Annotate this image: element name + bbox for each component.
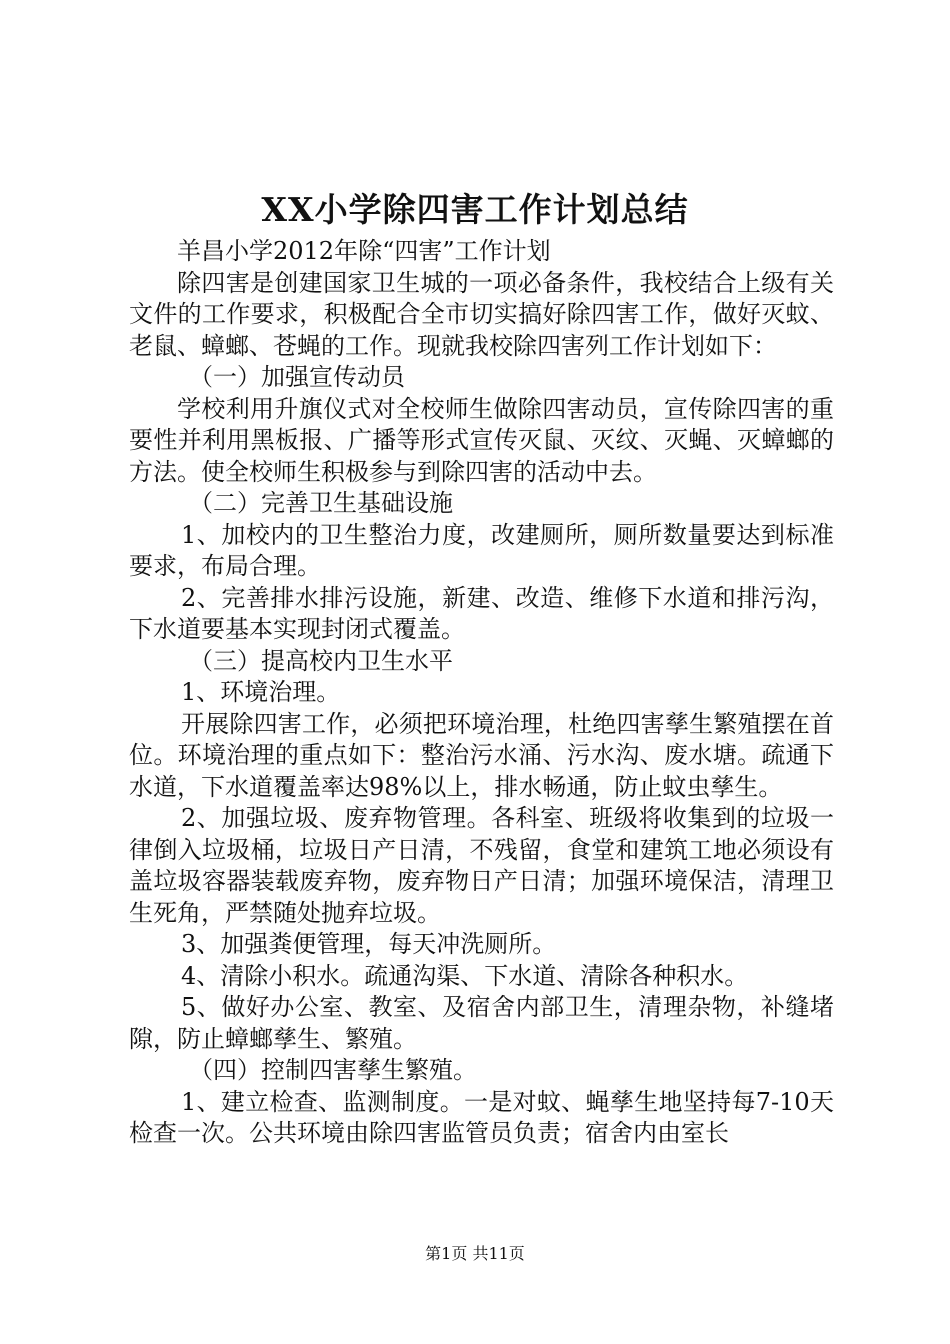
paragraph-subtitle: 羊昌小学2012年除“四害”工作计划 xyxy=(177,237,551,265)
document-title: XX小学除四害工作计划总结 xyxy=(261,190,689,229)
list-item: 1、环境治理。 xyxy=(181,678,341,706)
page-footer: 第1页 共11页 xyxy=(425,1244,525,1263)
section-heading-1: （一）加强宣传动员 xyxy=(189,363,405,391)
list-item: 5、做好办公室、教室、及宿舍内部卫生，清理杂物，补缝堵隙，防止蟑螂孳生、繁殖。 xyxy=(129,993,834,1053)
list-item: 1、加校内的卫生整治力度，改建厕所，厕所数量要达到标准要求，布局合理。 xyxy=(129,520,834,580)
list-item: 2、完善排水排污设施，新建、改造、维修下水道和排污沟，下水道要基本实现封闭式覆盖。 xyxy=(129,583,834,643)
section-heading-4: （四）控制四害孳生繁殖。 xyxy=(189,1056,477,1084)
list-item: 2、加强垃圾、废弃物管理。各科室、班级将收集到的垃圾一律倒入垃圾桶，垃圾日产日清，不残留，食堂和建筑工地必须设有盖垃圾容器装载废弃物，废弃物日产日清；加强环境保洁，清理卫生死角，严禁随处抛弃垃圾。 xyxy=(129,804,834,927)
list-item: 3、加强粪便管理，每天冲洗厕所。 xyxy=(181,930,557,958)
section-heading-3: （三）提高校内卫生水平 xyxy=(189,646,453,675)
paragraph: 开展除四害工作，必须把环境治理，杜绝四害孳生繁殖摆在首位。环境治理的重点如下：整治污水涌、污水沟、废水塘。疏通下水道，下水道覆盖率达98%以上，排水畅通，防止蚊虫孳生。 xyxy=(129,709,834,801)
section-heading-2: （二）完善卫生基础设施 xyxy=(189,489,453,517)
paragraph-intro: 除四害是创建国家卫生城的一项必备条件，我校结合上级有关文件的工作要求，积极配合全市切实搞好除四害工作，做好灭蚊、老鼠、蟑螂、苍蝇的工作。现就我校除四害列工作计划如下： xyxy=(129,268,834,360)
document-body xyxy=(129,236,834,1150)
list-item: 4、清除小积水。疏通沟渠、下水道、清除各种积水。 xyxy=(181,961,749,990)
list-item: 1、建立检查、监测制度。一是对蚊、蝇孳生地坚持每7-10天检查一次。公共环境由除四害监管员负责；宿舍内由室长 xyxy=(129,1087,834,1147)
paragraph: 学校利用升旗仪式对全校师生做除四害动员，宣传除四害的重要性并利用黑板报、广播等形式宣传灭鼠、灭纹、灭蝇、灭蟑螂的方法。使全校师生积极参与到除四害的活动中去。 xyxy=(129,394,834,486)
